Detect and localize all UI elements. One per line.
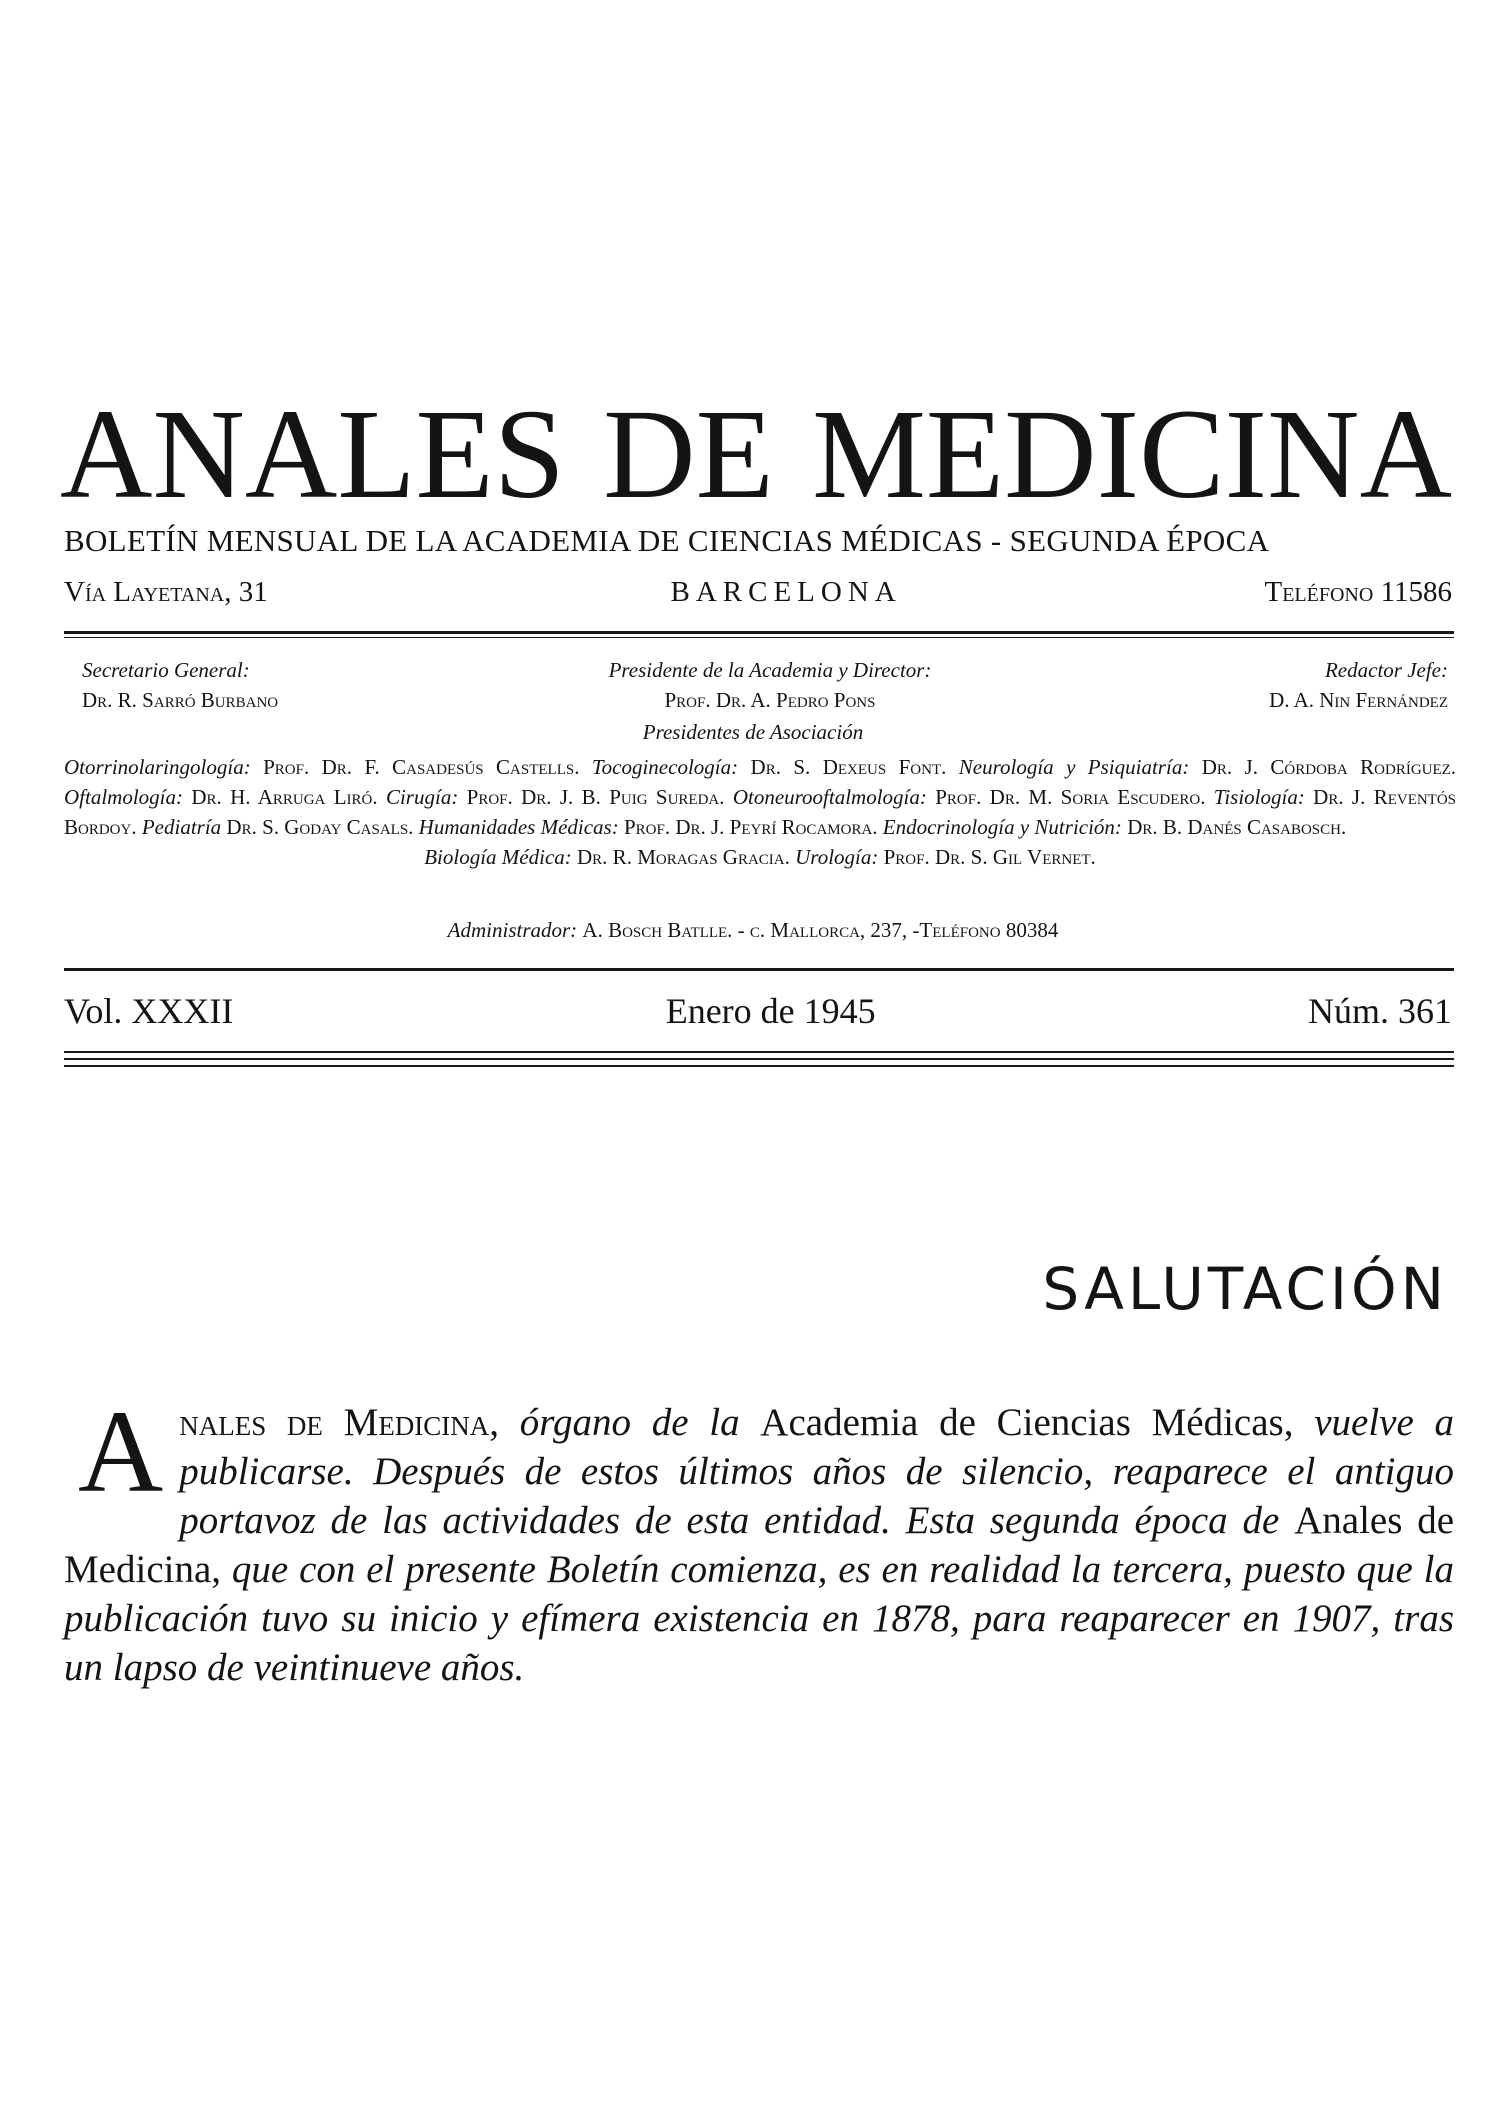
editor-role: Redactor Jefe: — [1324, 658, 1448, 682]
phone-number: Teléfono 11586 — [1264, 576, 1452, 608]
associations-list — [64, 752, 1456, 872]
header-rule-top-thin — [64, 637, 1454, 638]
assoc-spec: Pediatría — [141, 815, 222, 839]
assoc-name: Prof. Dr. S. Gil Vernet. — [883, 845, 1096, 869]
issue-rule-bottom-3 — [64, 1065, 1454, 1067]
body-segment-6: que con el presente Boletín comienza, es en realidad la tercera, puesto que la publicación tuvo su inicio y efímera existencia en 1878, para reaparecer en 1907, tras un lapso de veintinueve años. — [64, 1548, 1454, 1689]
assoc-spec: Neurología y Psiquiatría: — [958, 755, 1190, 779]
president-role: Presidente de la Academia y Director: — [608, 658, 932, 682]
secretary-name: Dr. R. Sarró Burbano — [82, 688, 279, 712]
drop-cap: A — [78, 1386, 164, 1517]
associations-title: Presidentes de Asociación — [642, 720, 864, 744]
assoc-spec: Urología: — [795, 845, 879, 869]
assoc-name: Dr. B. Danés Casabosch. — [1127, 815, 1347, 839]
issue-rule-top — [64, 968, 1454, 971]
issue-row — [64, 990, 1452, 1032]
title-word-2: DE — [603, 383, 774, 525]
assoc-spec: Otoneurooftalmología: — [732, 785, 927, 809]
title-word-3: MEDICINA — [812, 383, 1452, 525]
assoc-spec: Otorrinolaringología: — [64, 755, 251, 779]
associations-text — [64, 752, 1456, 842]
article-body — [64, 1386, 1455, 1692]
editor-name: D. A. Nin Fernández — [1269, 688, 1448, 712]
assoc-spec: Cirugía: — [385, 785, 459, 809]
city-name: BARCELONA — [670, 576, 902, 608]
header-rule-top — [64, 631, 1454, 634]
assoc-spec: Tocoginecología: — [591, 755, 739, 779]
body-segment-4: vuelve a publicarse. Después de estos últimos años de silencio, reaparece el antiguo portavoz de las actividades de esta entidad. Esta segunda época de — [179, 1401, 1454, 1542]
title-word-1: ANALES — [60, 383, 565, 525]
assoc-name: Dr. S. Goday Casals. — [226, 815, 414, 839]
assoc-name: Dr. J. Córdoba Rodríguez. — [1201, 755, 1457, 779]
assoc-name: Dr. R. Moragas Gracia. — [577, 845, 790, 869]
president-block — [500, 655, 1040, 715]
assoc-name: Dr. J. Reventós Bordoy. — [64, 785, 1457, 839]
body-segment-2: órgano de la — [499, 1401, 761, 1444]
issue-date: Enero de 1945 — [665, 991, 876, 1031]
assoc-spec: Tisiología: — [1213, 785, 1305, 809]
issue-rule-bottom-2 — [64, 1058, 1454, 1060]
assoc-name: Prof. Dr. F. Casadesús Castells. — [263, 755, 580, 779]
president-name: Prof. Dr. A. Pedro Pons — [664, 688, 876, 712]
assoc-spec: Humanidades Médicas: — [418, 815, 619, 839]
assoc-spec: Biología Médica: — [424, 845, 572, 869]
secretary-block — [82, 655, 278, 715]
volume-label: Vol. XXXII — [64, 991, 234, 1031]
secretary-role: Secretario General: — [82, 658, 250, 682]
assoc-name: Prof. Dr. J. B. Puig Sureda. — [466, 785, 725, 809]
admin-role: Administrador: — [447, 918, 578, 942]
issue-rule-bottom-1 — [64, 1051, 1454, 1053]
assoc-spec: Oftalmología: — [64, 785, 183, 809]
body-segment-3: Academia de Ciencias Médicas, — [760, 1401, 1294, 1444]
article-paragraph — [64, 1386, 1455, 1692]
assoc-spec: Endocrinología y Nutrición: — [882, 815, 1122, 839]
assoc-name: Prof. Dr. M. Soria Escudero. — [935, 785, 1206, 809]
administrator-line — [0, 918, 1506, 943]
journal-subtitle: BOLETÍN MENSUAL DE LA ACADEMIA DE CIENCIAS MÉDICAS - SEGUNDA ÉPOCA — [64, 523, 1270, 558]
journal-title — [60, 383, 1452, 525]
assoc-name: Dr. H. Arruga Liró. — [191, 785, 378, 809]
address-row — [64, 576, 1452, 609]
street-address: Vía Layetana, 31 — [64, 576, 268, 608]
issue-number: Núm. 361 — [1308, 991, 1452, 1031]
assoc-name: Prof. Dr. J. Peyrí Rocamora. — [623, 815, 878, 839]
body-segment-1: nales de Medicina, — [179, 1401, 500, 1444]
body-segment-5: Anales de Medicina, — [64, 1499, 1455, 1591]
admin-details: A. Bosch Batlle. - c. Mallorca, 237, -Teléfono 80384 — [582, 918, 1059, 942]
assoc-name: Dr. S. Dexeus Font. — [750, 755, 947, 779]
article-title: SALUTACIÓN — [1042, 1255, 1448, 1323]
associations-last-line — [64, 842, 1456, 872]
editor-block — [1269, 655, 1448, 715]
